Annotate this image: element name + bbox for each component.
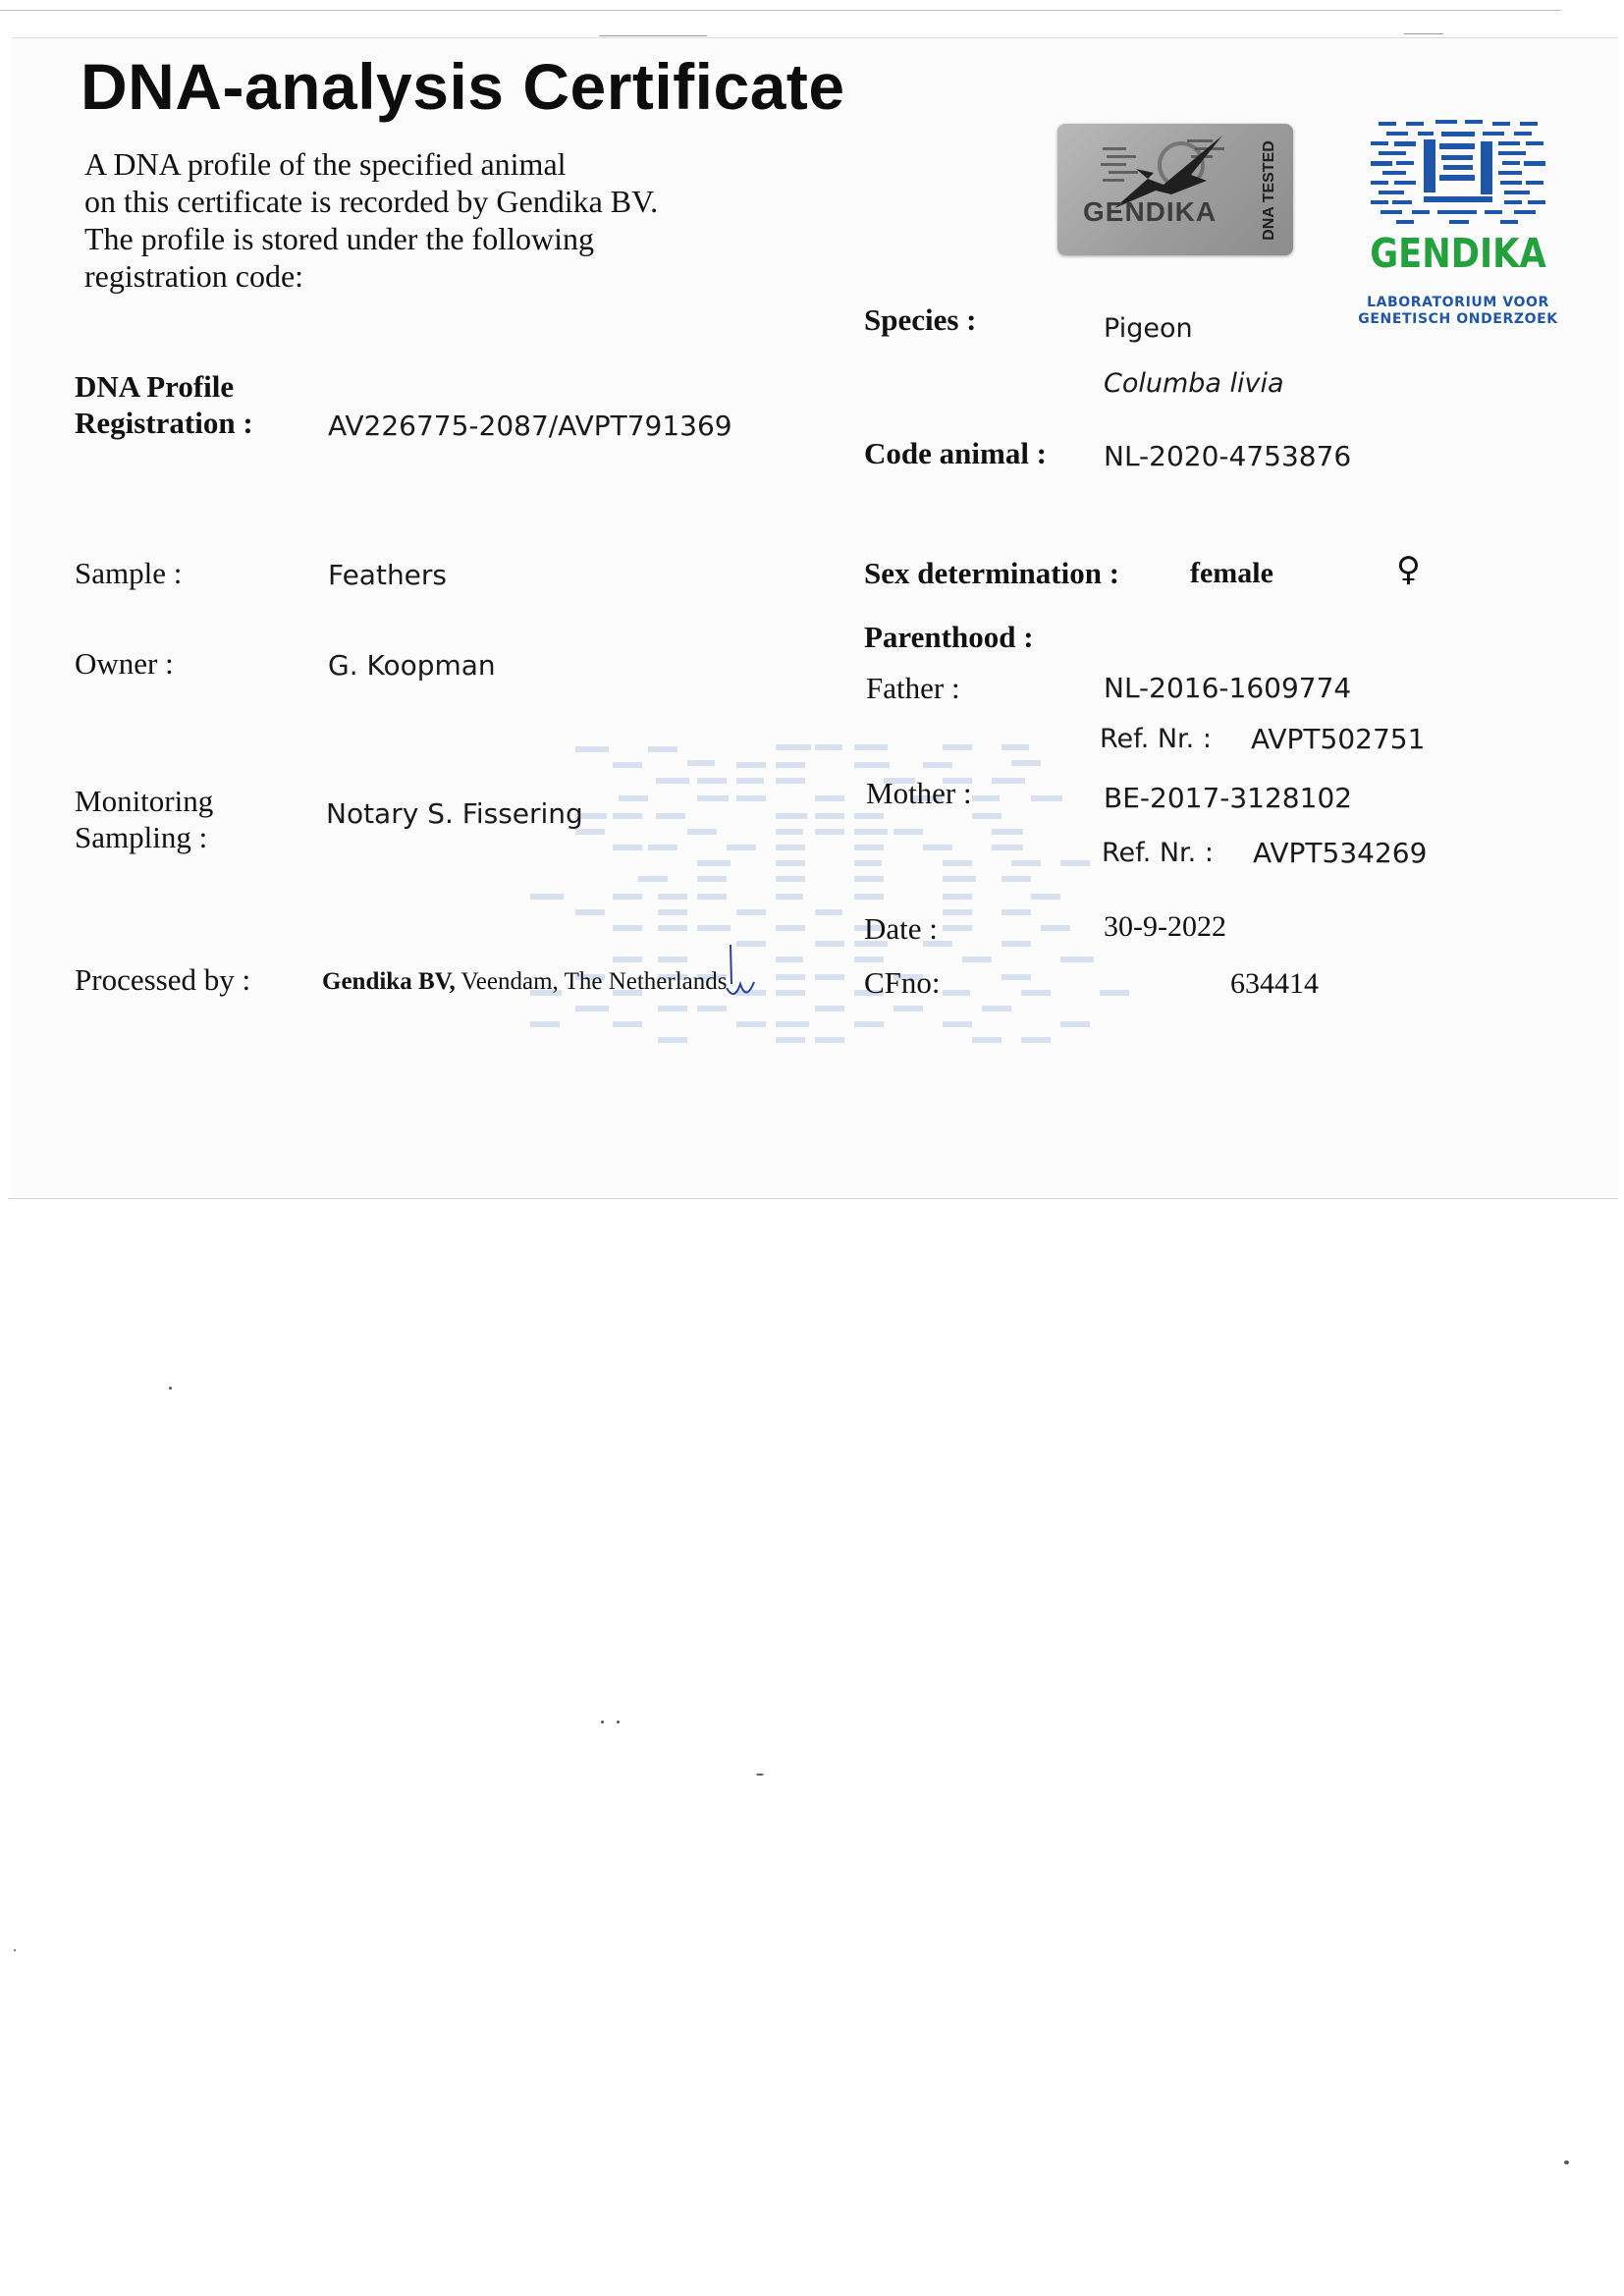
monitoring-label-line: Monitoring — [75, 784, 214, 818]
intro-line: The profile is stored under the following — [84, 221, 594, 256]
scan-speck — [1564, 2160, 1569, 2164]
sticker-word: GENDIKA — [1083, 196, 1218, 227]
species-latin-name: Columba livia — [1104, 368, 1284, 399]
owner-value: G. Koopman — [328, 649, 496, 682]
scan-speck — [14, 1949, 16, 1951]
dna-band-watermark — [530, 729, 1139, 1082]
processed-company: Gendika BV, — [322, 968, 456, 995]
date-label: Date : — [864, 911, 938, 946]
scan-speck — [601, 1721, 604, 1723]
female-symbol-icon: ♀ — [1396, 550, 1421, 589]
owner-label: Owner : — [75, 646, 174, 681]
monitoring-label — [75, 783, 213, 855]
monitoring-value: Notary S. Fissering — [326, 797, 583, 830]
registration-label-line: Registration : — [75, 406, 253, 440]
monitoring-label-line: Sampling : — [75, 820, 208, 854]
certificate-title: DNA-analysis Certificate — [81, 50, 845, 123]
scan-edge-top-3 — [1404, 33, 1443, 34]
sticker-side-text — [1254, 134, 1285, 247]
card-bottom-edge — [8, 1198, 1618, 1199]
handwritten-signature — [723, 945, 762, 1004]
code-animal-label: Code animal : — [864, 436, 1047, 470]
processed-location: Veendam, The Netherlands — [455, 968, 728, 995]
logo-subtitle-line: LABORATORIUM VOOR — [1367, 295, 1549, 310]
mother-ref-label: Ref. Nr. : — [1102, 838, 1214, 868]
logo-subtitle-line: GENETISCH ONDERZOEK — [1358, 311, 1558, 327]
parenthood-label: Parenthood : — [864, 620, 1034, 654]
intro-paragraph — [84, 145, 752, 295]
sticker-side-label: DNA TESTED — [1261, 140, 1278, 241]
registration-code: AV226775-2087/AVPT791369 — [328, 410, 732, 442]
gendika-logo-subtitle — [1355, 295, 1561, 328]
processed-label: Processed by : — [75, 962, 251, 997]
cfno-value: 634414 — [1230, 967, 1319, 1000]
father-ref-label: Ref. Nr. : — [1100, 724, 1212, 754]
intro-line: A DNA profile of the specified animal — [84, 146, 567, 182]
dna-tested-sticker — [1057, 124, 1293, 255]
processed-value — [322, 966, 728, 998]
father-label: Father : — [866, 671, 960, 705]
species-label: Species : — [864, 302, 977, 337]
father-ref-value: AVPT502751 — [1251, 723, 1426, 755]
sample-label: Sample : — [75, 556, 183, 590]
gendika-logo-mark — [1367, 118, 1549, 226]
scan-speck — [617, 1721, 620, 1723]
cfno-label: CFno: — [864, 965, 941, 1000]
registration-label-line: DNA Profile — [75, 369, 235, 404]
father-code: NL-2016-1609774 — [1104, 672, 1352, 704]
date-value: 30-9-2022 — [1104, 910, 1226, 943]
sex-label: Sex determination : — [864, 556, 1120, 590]
intro-line: on this certificate is recorded by Gendika BV. — [84, 184, 659, 219]
scan-speck — [169, 1387, 172, 1390]
species-common-name: Pigeon — [1104, 313, 1193, 344]
gendika-logo-wordmark: GENDIKA — [1370, 230, 1546, 277]
intro-line: registration code: — [84, 258, 304, 294]
mother-label: Mother : — [866, 776, 972, 810]
code-animal-value: NL-2020-4753876 — [1104, 440, 1352, 472]
sample-value: Feathers — [328, 559, 448, 591]
sex-value: female — [1190, 557, 1273, 589]
scan-speck — [756, 1774, 764, 1776]
scan-edge-top-2 — [599, 35, 707, 36]
registration-label — [75, 368, 253, 441]
mother-code: BE-2017-3128102 — [1104, 782, 1353, 814]
mother-ref-value: AVPT534269 — [1253, 837, 1428, 869]
scan-edge-top — [0, 10, 1561, 11]
